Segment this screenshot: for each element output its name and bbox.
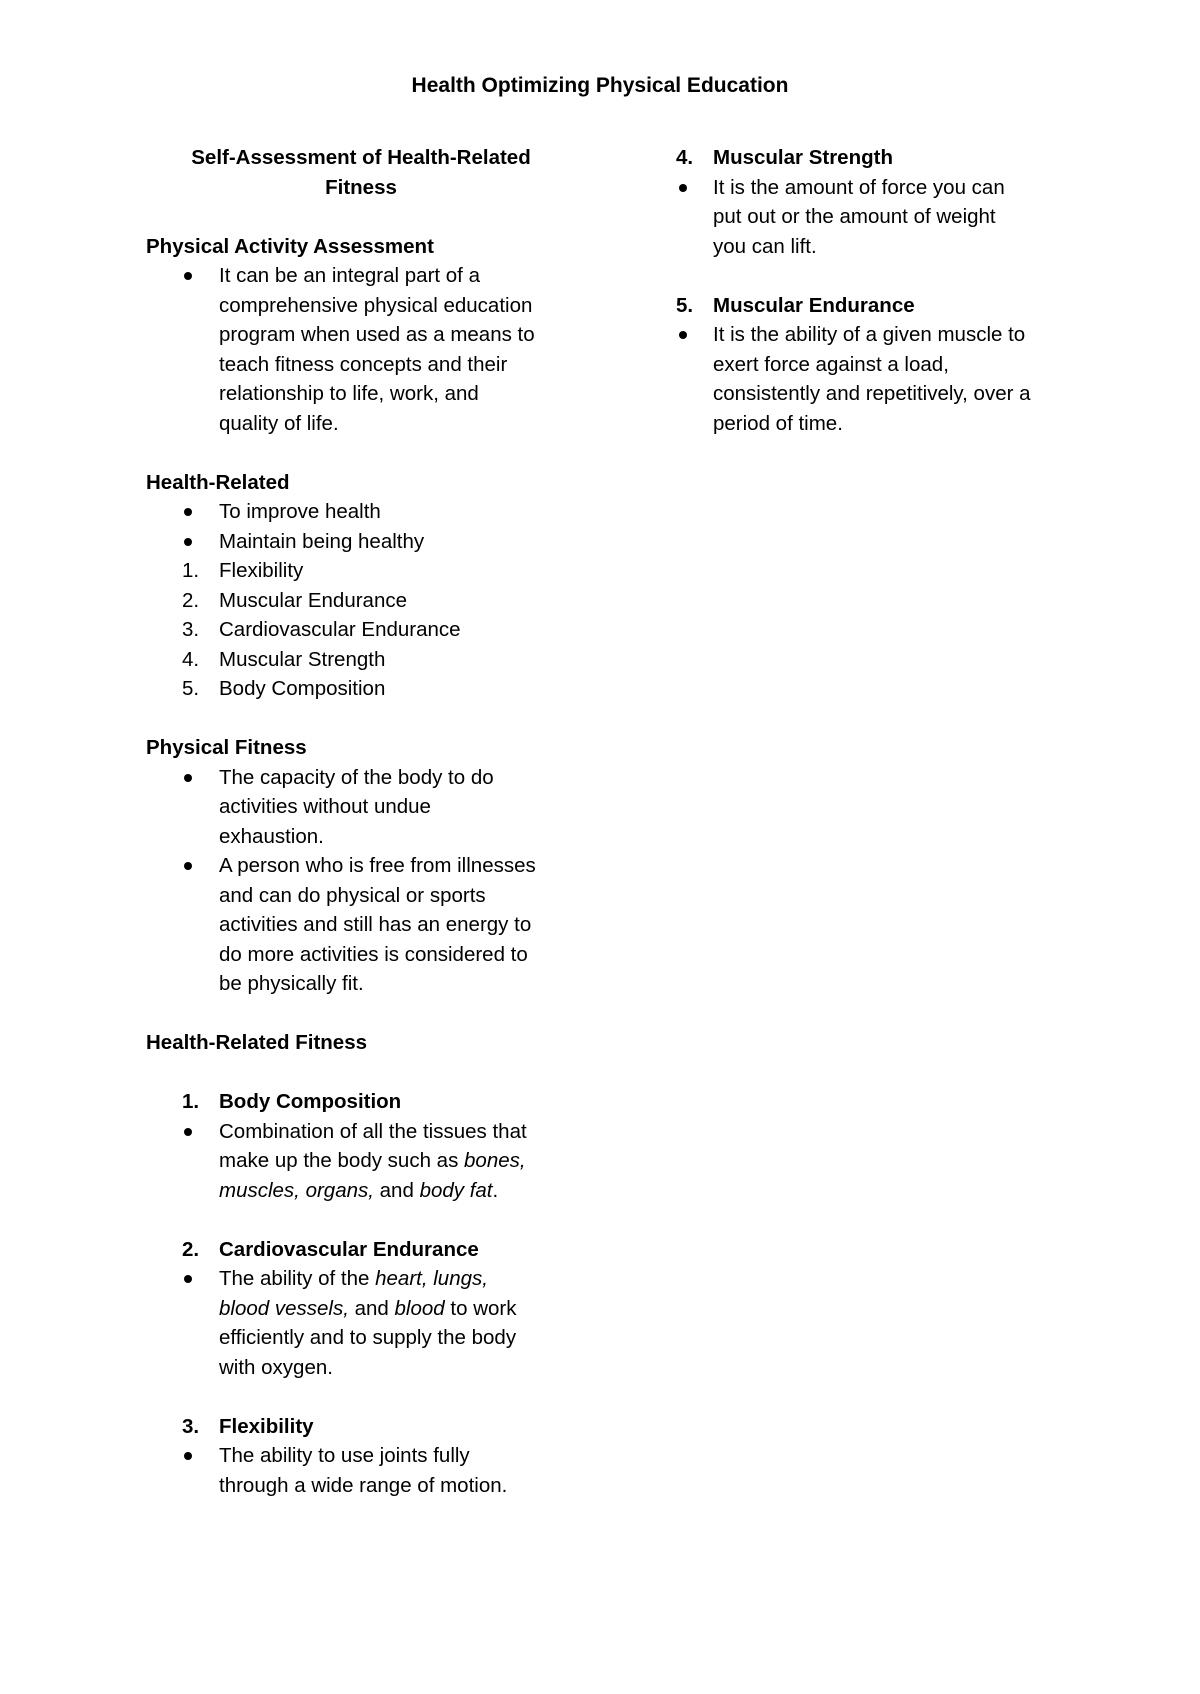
bullet-text: period of time. [713,411,843,435]
component-heading-body-composition [146,1087,576,1117]
component-heading-flexibility [146,1412,576,1442]
text-run-italic: blood [394,1296,445,1320]
right-column [676,143,1076,438]
bullet-text: do more activities is considered to [219,942,528,966]
bullet-item [146,1117,576,1206]
bullet-text: program when used as a means to [219,323,535,346]
numbered-item [146,645,576,675]
section-heading-self-assessment: Self-Assessment of Health-Related [191,146,531,169]
bullet-text: To improve health [219,500,381,523]
bullet-text: exert force against a load, [713,352,949,376]
heading-physical-fitness: Physical Fitness [146,736,307,759]
list-number: 5. [676,293,694,317]
left-column [146,143,576,1500]
list-text: Muscular Endurance [219,588,408,612]
component-title: Muscular Endurance [713,293,915,317]
bullet-text: through a wide range of motion. [219,1473,508,1497]
bullet-text: It is the amount of force you can [713,175,1005,199]
bullet-item [146,261,576,438]
bullet-item [676,320,1076,438]
bullet-icon [679,184,687,192]
bullet-icon [184,774,192,782]
text-run: make up the body such as [219,1149,465,1172]
bullet-text: teach fitness concepts and their [219,352,508,376]
list-number: 2. [182,588,200,612]
bullet-icon [184,1275,192,1283]
bullet-item [146,1441,576,1500]
text-run-italic: body fat [419,1178,493,1202]
bullet-item [146,527,576,557]
bullet-text: Maintain being healthy [219,529,425,553]
bullet-text: exhaustion. [219,824,324,848]
bullet-text: The ability to use joints fully [219,1444,470,1467]
component-title: Body Composition [219,1090,402,1113]
bullet-text: activities and still has an energy to [219,913,532,936]
list-text: Cardiovascular Endurance [219,618,461,641]
bullet-item [146,763,576,852]
text-run-italic: muscles, organs, [219,1178,374,1202]
bullet-text: with oxygen. [219,1355,333,1379]
component-heading-muscular-endurance [676,291,1076,321]
bullet-icon [184,538,192,546]
bullet-text: It can be an integral part of a [219,264,480,287]
bullet-text-line [219,1264,576,1294]
component-title: Muscular Strength [713,146,893,169]
bullet-icon [184,1452,192,1460]
text-run-italic: bones, [464,1149,526,1172]
numbered-item [146,615,576,645]
text-run: . [492,1178,499,1202]
bullet-text: you can lift. [713,234,817,258]
list-number: 3. [182,618,200,641]
bullet-icon [679,331,687,339]
numbered-item [146,586,576,616]
heading-physical-activity-assessment: Physical Activity Assessment [146,234,434,258]
list-number: 2. [182,1237,200,1261]
bullet-item [676,173,1076,262]
list-number: 5. [182,677,200,700]
section-heading-self-assessment-cont: Fitness [325,175,397,199]
list-number: 1. [182,1090,200,1113]
numbered-item [146,556,576,586]
bullet-text: efficiently and to supply the body [219,1326,517,1349]
bullet-text: consistently and repetitively, over a [713,382,1031,405]
bullet-text: A person who is free from illnesses [219,854,536,877]
list-number: 3. [182,1414,200,1438]
document-title: Health Optimizing Physical Education [411,74,789,97]
text-run: The ability of the [219,1267,376,1290]
bullet-icon [184,1128,192,1136]
bullet-item [146,851,576,999]
bullet-text: It is the ability of a given muscle to [713,323,1026,346]
list-number: 4. [676,146,694,169]
text-run-italic: blood vessels, [219,1296,349,1320]
bullet-text: and can do physical or sports [219,883,486,907]
bullet-item [146,497,576,527]
numbered-item [146,674,576,704]
heading-health-related: Health-Related [146,470,290,494]
bullet-text-line [219,1294,576,1324]
bullet-text: relationship to life, work, and [219,382,479,405]
text-run: and [348,1296,395,1320]
heading-health-related-fitness: Health-Related Fitness [146,1031,367,1054]
bullet-icon [184,272,192,280]
bullet-text: Combination of all the tissues that [219,1119,527,1143]
component-title: Cardiovascular Endurance [219,1237,479,1261]
list-text: Muscular Strength [219,647,386,671]
bullet-text-line [219,1176,576,1206]
list-number: 1. [182,559,200,582]
component-heading-muscular-strength [676,143,1076,173]
text-run: and [373,1178,420,1202]
bullet-icon [184,508,192,516]
bullet-text: put out or the amount of weight [713,205,996,228]
bullet-text: quality of life. [219,411,339,435]
list-text: Body Composition [219,677,386,700]
text-run-italic: heart, lungs, [375,1267,488,1290]
bullet-text: comprehensive physical education [219,293,533,317]
bullet-text-line [219,1146,576,1176]
text-run: to work [444,1296,517,1320]
bullet-icon [184,862,192,870]
bullet-text: The capacity of the body to do [219,765,494,789]
bullet-text: activities without undue [219,795,431,818]
component-title: Flexibility [219,1414,314,1438]
bullet-text: be physically fit. [219,972,364,995]
list-text: Flexibility [219,559,304,582]
bullet-item [146,1264,576,1382]
list-number: 4. [182,647,200,671]
component-heading-cardiovascular-endurance [146,1235,576,1265]
